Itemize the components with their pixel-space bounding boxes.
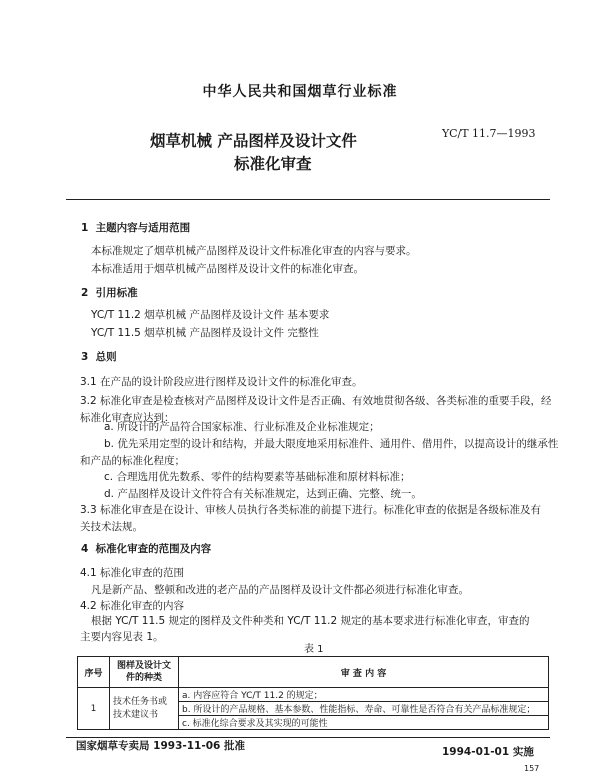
clause-3-2-b: 标准化审查应达到： — [80, 412, 175, 424]
col-header-no: 序号 — [78, 657, 110, 688]
sec3-num: 3 — [81, 351, 89, 363]
sec3-heading — [81, 350, 117, 364]
page-number: 157 — [524, 764, 540, 773]
sec2-heading — [81, 286, 138, 300]
item-a: a. 所设计的产品符合国家标准、行业标准及企业标准规定； — [104, 421, 380, 433]
sec2-title: 引用标准 — [95, 287, 138, 299]
sec1-p2: 本标准适用于烟草机械产品图样及设计文件的标准化审查。 — [91, 263, 364, 275]
sec4-title: 标准化审查的范围及内容 — [95, 543, 212, 555]
sec2-num: 2 — [81, 287, 89, 299]
cell-no: 1 — [78, 688, 110, 730]
cell-content-a: a. 内容应符合 YC/T 11.2 的规定； — [179, 688, 549, 702]
clause-4-1: 4.1 标准化审查的范围 — [80, 567, 185, 579]
clause-4-2-para-a: 根据 YC/T 11.5 规定的图样及文件种类和 YC/T 11.2 规定的基本要求进行标准化审查，审查的 — [91, 615, 530, 627]
table-row — [78, 688, 549, 702]
doc-title-line2: 标准化审查 — [234, 155, 312, 173]
doc-title-line1: 烟草机械 产品图样及设计文件 — [150, 132, 357, 150]
sec1-title: 主题内容与适用范围 — [95, 222, 191, 234]
standard-code: YC/T 11.7—1993 — [442, 127, 536, 140]
title-rule — [66, 199, 550, 200]
standard-category: 中华人民共和国烟草行业标准 — [202, 84, 398, 100]
clause-4-2-para-b: 主要内容见表 1。 — [80, 631, 164, 643]
table-caption: 表 1 — [304, 644, 324, 655]
cell-content-b: b. 所设计的产品规格、基本参数、性能指标、寿命、可靠性是否符合有关产品标准规定； — [179, 702, 549, 716]
cell-content-c: c. 标准化综合要求及其实现的可能性 — [179, 716, 549, 730]
sec1-p1: 本标准规定了烟草机械产品图样及设计文件标准化审查的内容与要求。 — [91, 245, 417, 257]
item-b-1: b. 优先采用定型的设计和结构，并最大限度地采用标准件、通用件、借用件，以提高设计的继承性 — [104, 438, 559, 450]
approval-note: 国家烟草专卖局 1993-11-06 批准 — [76, 740, 245, 752]
item-c: c. 合理选用优先数系、零件的结构要素等基础标准和原材料标准； — [104, 471, 411, 483]
ref-1: YC/T 11.2 烟草机械 产品图样及设计文件 基本要求 — [91, 309, 330, 321]
clause-3-3-b: 关技术法规。 — [80, 521, 143, 533]
clause-3-2-a: 3.2 标准化审查是检查核对产品图样及设计文件是否正确、有效地贯彻各级、各类标准的重要手段，经 — [80, 395, 552, 407]
sec3-title: 总则 — [95, 351, 117, 363]
sec4-heading — [81, 542, 211, 556]
clause-3-1: 3.1 在产品的设计阶段应进行图样及设计文件的标准化审查。 — [80, 376, 363, 388]
item-d: d. 产品图样及设计文件符合有关标准规定，达到正确、完整、统一。 — [104, 488, 422, 500]
clause-4-1-para: 凡是新产品、整顿和改进的老产品的产品图样及设计文件都必须进行标准化审查。 — [91, 584, 469, 596]
sec1-heading — [81, 221, 190, 235]
effective-date: 1994-01-01 实施 — [442, 746, 534, 758]
col-header-content: 审 查 内 容 — [179, 657, 549, 688]
ref-2: YC/T 11.5 烟草机械 产品图样及设计文件 完整性 — [91, 327, 319, 339]
item-b-2: 和产品的标准化程度； — [80, 455, 185, 467]
sec1-num: 1 — [81, 222, 89, 234]
clause-4-2: 4.2 标准化审查的内容 — [80, 600, 185, 612]
col-header-type: 图样及设计文件的种类 — [110, 657, 179, 688]
clause-3-3-a: 3.3 标准化审查是在设计、审核人员执行各类标准的前提下进行。标准化审查的依据是各级标准及有 — [80, 504, 542, 516]
cell-type: 技术任务书或技术建议书 — [110, 688, 179, 730]
review-table — [77, 656, 549, 730]
sec4-num: 4 — [81, 543, 89, 555]
table-header-row — [78, 657, 549, 688]
